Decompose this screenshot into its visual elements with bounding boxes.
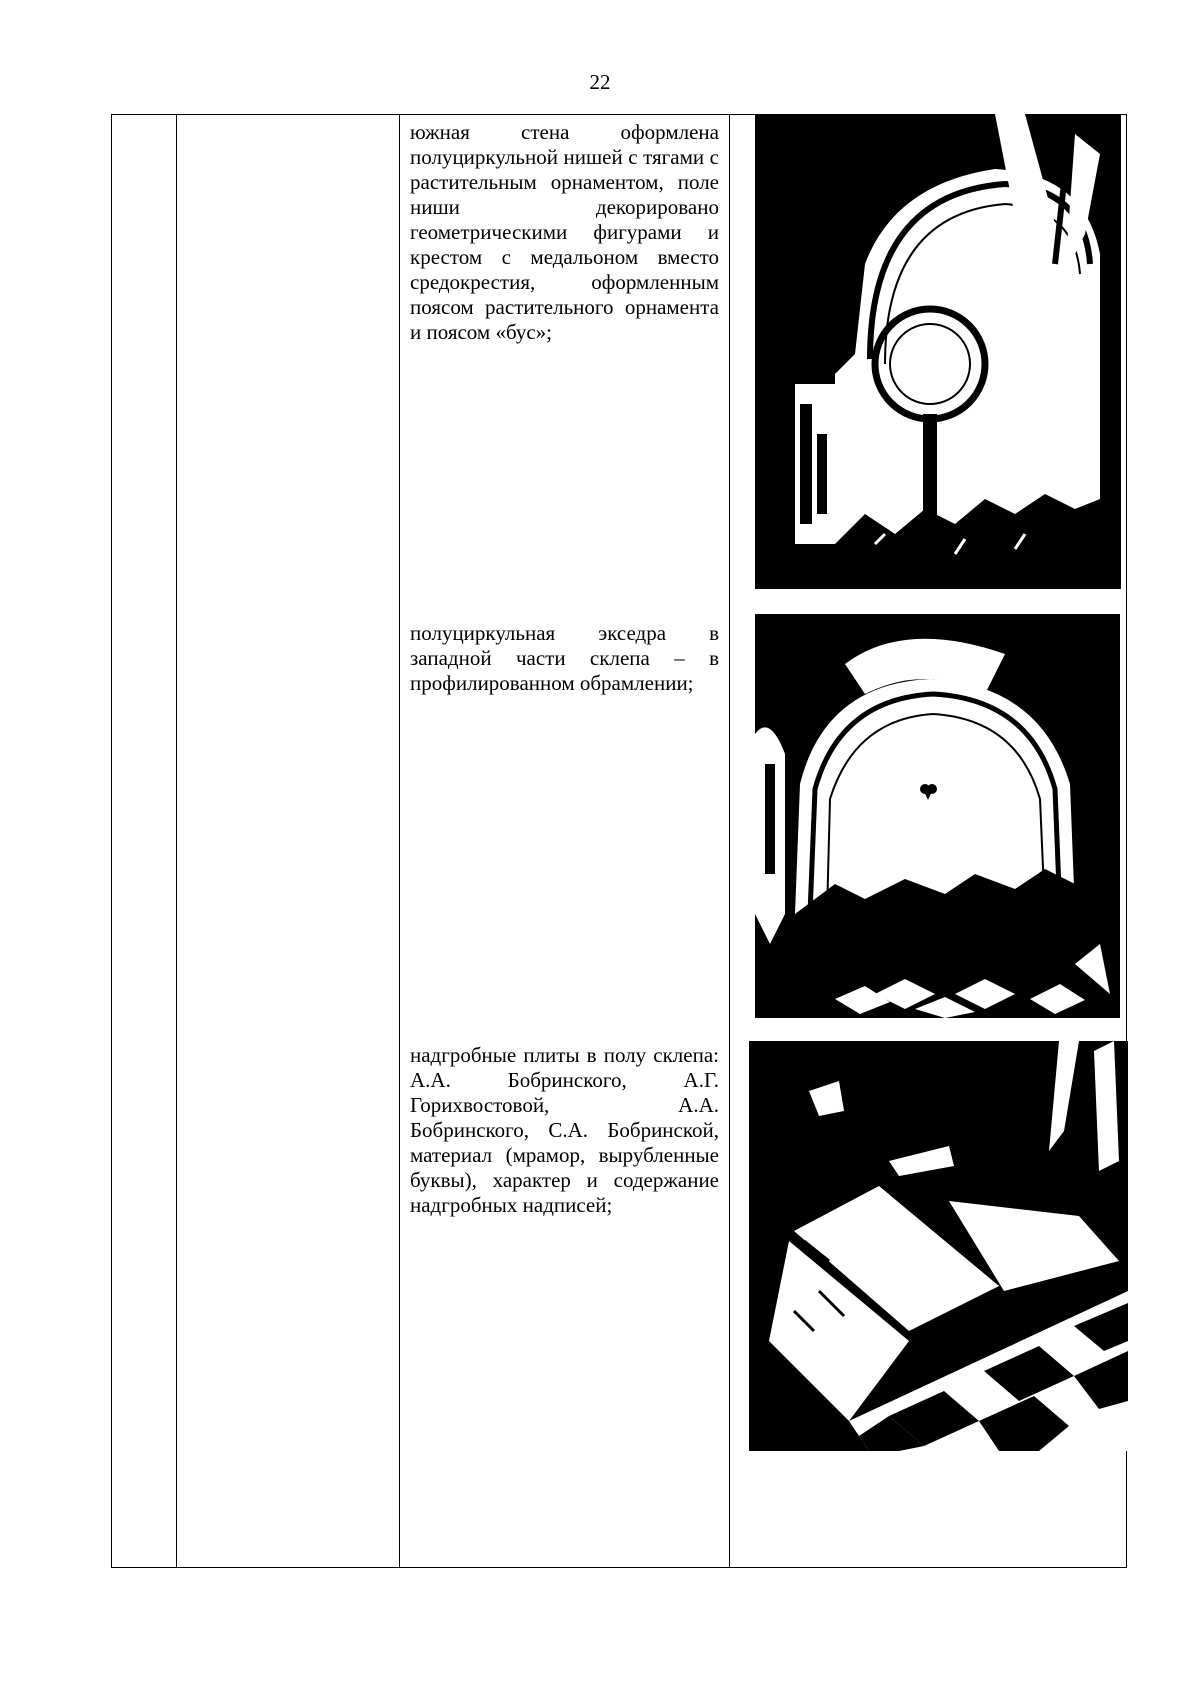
photo-south-wall-niche [755, 114, 1121, 589]
column-divider [399, 114, 400, 1568]
column-divider [729, 114, 730, 1568]
page-number: 22 [589, 70, 611, 94]
photo-west-exedra [755, 614, 1120, 1018]
column-divider [176, 114, 177, 1568]
row-description-exedra: полуциркульная экседра в западной части склепа – в профилированном обрамлении; [410, 621, 719, 695]
row-description-tombstones: надгробные плиты в полу склепа: А.А. Бобринского, А.Г. Горихвостовой, А.А. Бобринского, С.А. Бобринской, материал (мрамор, вырубленные буквы), характер и содержание надгробных надписей; [410, 1043, 719, 1217]
photo-tombstone-slabs [749, 1041, 1128, 1451]
row-description-south-wall: южная стена оформлена полуциркульной нишей с тягами с растительным орнаментом, поле ниши декорировано геометрическими фигурами и крестом с медальоном вместо средокрестия, оформленным поясом растительного орнамента и поясом «бус»; [410, 120, 719, 344]
